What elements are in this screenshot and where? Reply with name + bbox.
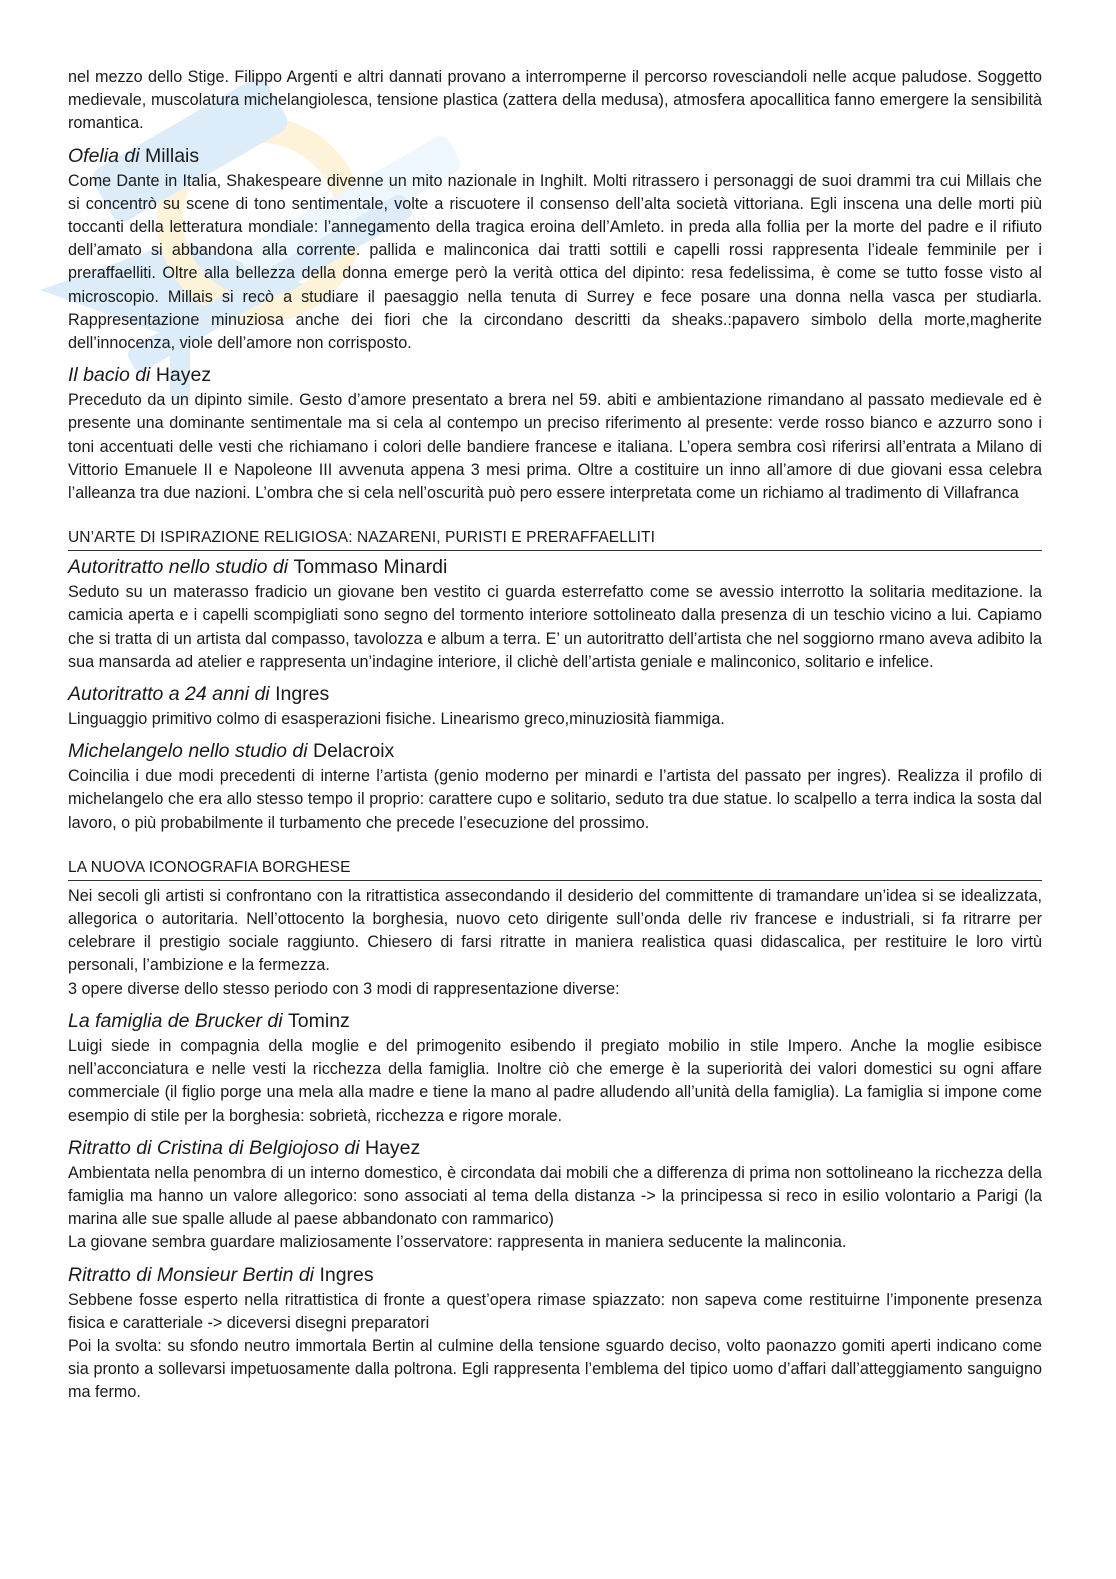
work-artist: Hayez — [364, 1136, 421, 1159]
work-title: Ritratto di Monsieur Bertin di Ingres — [68, 1263, 374, 1286]
section-intro-paragraph: Nei secoli gli artisti si confrontano con la ritrattistica assecondando il desiderio del committente di tramandare un’idea si se idealizzata, allegorica o autoritaria. Nell’ottocento la borghesia, nuovo ceto dirigente sull’onda delle riv francese e industriali, si fa ritrarre per celebrare il prestigio sociale raggiunto. Chiesero di farsi ritratte in maniera realistica quasi didascalica, per restituire le loro virtù personali, l’ambizione e la fermezza. — [68, 886, 1042, 975]
work-description: Sebbene fosse esperto nella ritrattistica di fronte a quest’opera rimase spiazzato: non sapeva come restituirne l’imponente presenza fisica e caratteriale -> diceversi disegni preparatori — [68, 1290, 1042, 1332]
work-description: Coincilia i due modi precedenti di interne l’artista (genio moderno per minardi e l’artista del passato per ingres). Realizza il profilo di michelangelo che era allo stesso tempo il proprio: carattere cupo e solitario, seduto tra due statue. lo scalpello a terra indica la sosta dal lavoro, o più probabilmente il turbamento che precede l’esecuzione del prossimo. — [68, 767, 1042, 832]
work-monsieur-bertin — [68, 1263, 1042, 1405]
work-artist: Millais — [144, 144, 200, 167]
work-artist: Ingres — [319, 1263, 374, 1286]
work-title-name: Autoritratto a 24 anni — [68, 683, 250, 706]
section-heading-religiosa: UN’ARTE DI ISPIRAZIONE RELIGIOSA: NAZARENI, PURISTI E PRERAFFAELLITI — [68, 527, 1042, 551]
work-title-name: Ritratto di Monsieur Bertin — [68, 1263, 294, 1286]
work-autoritratto-minardi — [68, 555, 1042, 674]
document-page — [68, 66, 1042, 1405]
work-title: Ritratto di Cristina di Belgiojoso di Hayez — [68, 1136, 421, 1159]
work-title: Michelangelo nello studio di Delacroix — [68, 740, 395, 763]
intro-paragraph: nel mezzo dello Stige. Filippo Argenti e altri dannati provano a interromperne il percorso rovesciandoli nelle acque paludose. Soggetto medievale, muscolatura michelangiolesca, tensione plastica (zattera della medusa), atmosfera apocallitica fanno emergere la sensibilità romantica. — [68, 68, 1042, 133]
work-description: Preceduto da un dipinto simile. Gesto d’amore presentato a brera nel 59. abiti e ambientazione rimandano al passato medievale ed è presente una dominante sentimentale ma si cela al contempo un preciso riferimento al presente: verde rosso bianco e azzurro sono i toni accentuati delle vesti che richiamano i colori delle bandiere francese e italiana. L’opera sembra così riferirsi all’entrata a Milano di Vittorio Emanuele II e Napoleone III avvenuta appena 3 mesi prima. Oltre a costituire un inno all’amore di due giovani essa celebra l’alleanza tra due nazioni. L’ombra che si cela nell’oscurità può pero essere interpretata come un richiamo al tradimento di Villafranca — [68, 391, 1042, 503]
work-description: Seduto su un materasso fradicio un giovane ben vestito ci guarda esterrefatto come se avessio interrotto la solitaria meditazione. la camicia aperta e i capelli scompigliati sono segno del tormento interiore sottolineato dalla presenza di un teschio vicino a lui. Capiamo che si tratta di un artista dal compasso, tavolozza e album a terra. E’ un autoritratto dell’artista che nel soggiorno rmano aveva adibito la sua mansarda ad atelier e rappresenta un’indagine interiore, il clichè dell’artista geniale e malinconico, solitario e infelice. — [68, 583, 1042, 671]
work-title: La famiglia de Brucker di Tominz — [68, 1009, 350, 1032]
work-artist: Tominz — [288, 1009, 350, 1032]
work-artist: Ingres — [275, 683, 330, 706]
work-artist: Hayez — [155, 364, 212, 387]
work-il-bacio — [68, 363, 1042, 505]
section-heading-borghese: LA NUOVA ICONOGRAFIA BORGHESE — [68, 857, 1042, 881]
work-title: Autoritratto a 24 anni di Ingres — [68, 683, 330, 706]
work-title-name: Ofelia — [68, 144, 119, 167]
work-description: Poi la svolta: su sfondo neutro immortala Bertin al culmine della tensione sguardo deciso, volto paonazzo gomiti aperti indicano come sia pronto a sollevarsi impetuosamente dalla poltrona. Egli rappresenta l’emblema del tipico uomo d’affari dall’atteggiamento sanguigno ma fermo. — [68, 1336, 1042, 1402]
work-title-name: Il bacio — [68, 364, 130, 387]
work-description: La giovane sembra guardare maliziosamente l’osservatore: rappresenta in maniera seducente la malinconia. — [68, 1233, 847, 1252]
work-artist: Delacroix — [313, 740, 395, 763]
work-description: Ambientata nella penombra di un interno domestico, è circondata dai mobili che a differenza di prima non sottolineano la ricchezza della famiglia ma hanno un valore allegorico: sono associati al tema della distanza -> la principessa si reco in esilio volontario a Parigi (la marina alle sue spalle allude al paese abbandonato con rammarico) — [68, 1163, 1042, 1229]
work-description: Luigi siede in compagnia della moglie e del primogenito esibendo il pregiato mobilio in stile Impero. Anche la moglie esibisce nell’acconciatura e nelle vesti la ricchezza della famiglia. Inoltre ciò che emerge è la superiorità dei valori domestici su ogni affare commerciale (il figlio porge una mela alla madre e tiene la mano al padre alludendo all’unità della famiglia). La famiglia si impone come esempio di stile per la borghesia: sobrietà, ricchezza e rigore morale. — [68, 1036, 1042, 1125]
work-ofelia — [68, 144, 1042, 356]
work-title: Autoritratto nello studio di Tommaso Minardi — [68, 556, 448, 579]
work-title-name: Ritratto di Cristina di Belgiojoso — [68, 1136, 339, 1159]
work-michelangelo-delacroix — [68, 739, 1042, 835]
work-title-name: La famiglia de Brucker — [68, 1009, 263, 1032]
work-description: Come Dante in Italia, Shakespeare divenne un mito nazionale in Inghilt. Molti ritrassero i personaggi de suoi drammi tra cui Millais che si concentrò su scene di tono sentimentale, volte a riscuotere il consenso dell’alta società vittoriana. Egli inscena una delle morti più toccanti della letteratura mondiale: l’annegamento della tragica eroina dell’Amleto. in preda alla follia per la morte del padre e il rifiuto dell’amato si abbandona alla corrente. pallida e malinconica dai tratti sottili e capelli rossi rappresenta l’ideale femminile per i preraffaelliti. Oltre alla bellezza della donna emerge però la verità ottica del dipinto: resa fedelissima, è come se tutto fosse visto al microscopio. Millais si recò a studiare il paesaggio nella tenuta di Surrey e fece posare una donna nella vasca per studiarla. Rappresentazione minuziosa anche dei fiori che la circondano descritti da sheaks.:papavero simbolo della morte,magherite dell’innocenza, viole dell’amore non corrisposto. — [68, 171, 1042, 353]
work-description: Linguaggio primitivo colmo di esasperazioni fisiche. Linearismo greco,minuziosità fiammiga. — [68, 710, 725, 729]
work-artist: Tommaso Minardi — [293, 556, 448, 579]
work-autoritratto-ingres — [68, 682, 1042, 731]
work-title-name: Michelangelo nello studio — [68, 740, 287, 763]
work-title-name: Autoritratto nello studio — [68, 556, 268, 579]
work-title: Il bacio di Hayez — [68, 364, 212, 387]
work-title: Ofelia di Millais — [68, 144, 200, 167]
work-cristina-belgiojoso — [68, 1136, 1042, 1255]
work-famiglia-brucker — [68, 1009, 1042, 1128]
section-intro-paragraph: 3 opere diverse dello stesso periodo con 3 modi di rappresentazione diverse: — [68, 979, 620, 998]
